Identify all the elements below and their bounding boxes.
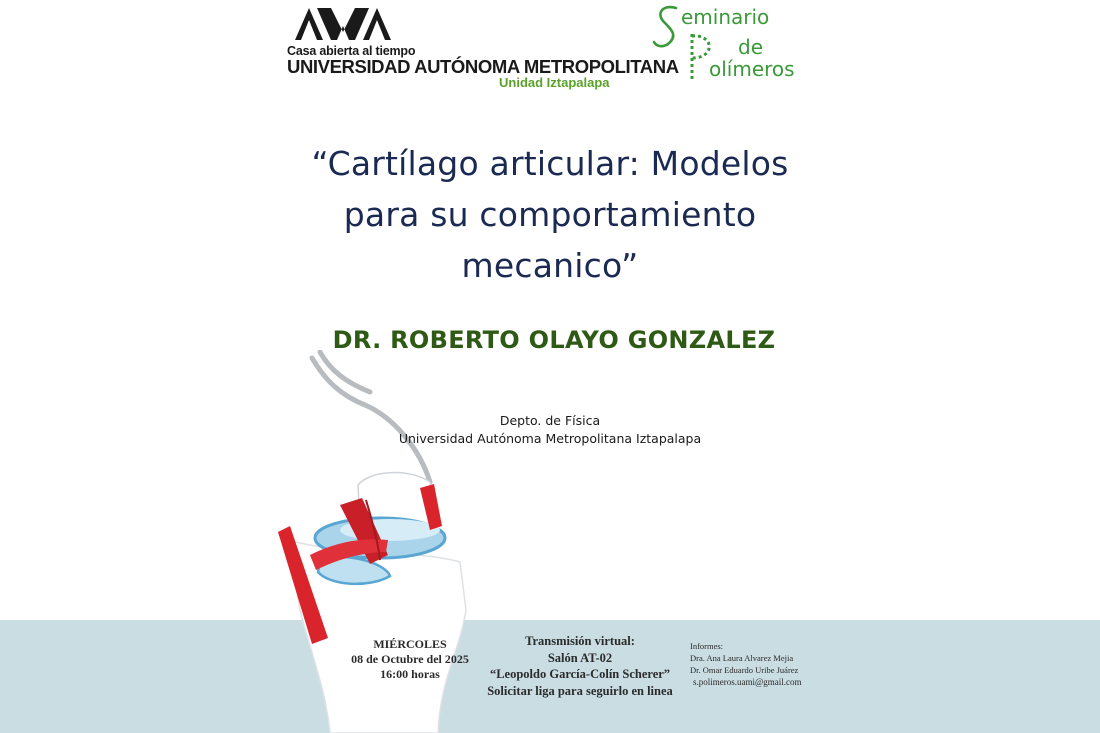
seminar-logo-line3: olímeros [709, 57, 795, 81]
speaker-name: DR. ROBERTO OLAYO GONZALEZ [332, 326, 776, 354]
speaker-affiliation [330, 412, 770, 448]
uam-tagline: Casa abierta al tiempo [287, 44, 416, 58]
event-date-block [340, 637, 480, 682]
venue-room: Salón AT-02 [547, 650, 613, 665]
university-label: Universidad Autónoma Metropolitana Iztapalapa [398, 431, 702, 446]
info-heading: Informes: [690, 641, 724, 651]
seminar-logo-line2: de [738, 35, 763, 59]
venue-name: “Leopoldo García-Colín Scherer” [489, 667, 671, 681]
talk-title-line3: mecanico” [461, 246, 639, 285]
event-stream-block [470, 633, 690, 699]
stream-request-note: Solicitar liga para seguirlo en linea [487, 683, 673, 698]
uam-logo [287, 6, 679, 90]
uam-emblem-icon [295, 6, 391, 42]
event-time: 16:00 horas [380, 667, 440, 681]
contact-person-2: Dr. Omar Eduardo Uribe Juárez [690, 665, 799, 675]
event-day: MIÉRCOLES [373, 637, 447, 651]
contact-email[interactable]: s.polimeros.uami@gmail.com [693, 677, 802, 687]
seminar-logo [652, 0, 822, 88]
uam-name: UNIVERSIDAD AUTÓNOMA METROPOLITANA [287, 56, 679, 77]
stream-heading: Transmisión virtual: [525, 634, 635, 648]
talk-title-line2: para su comportamiento [343, 195, 757, 234]
contact-person-1: Dra. Ana Laura Alvarez Mejia [690, 653, 794, 663]
seminar-logo-line1: eminario [681, 5, 770, 29]
talk-title [200, 138, 900, 291]
contact-info-block [690, 640, 860, 688]
department-label: Depto. de Física [499, 413, 601, 428]
uam-unit: Unidad Iztapalapa [499, 75, 610, 90]
talk-title-line1: “Cartílago articular: Modelos [311, 144, 789, 183]
event-date: 08 de Octubre del 2025 [351, 652, 469, 666]
